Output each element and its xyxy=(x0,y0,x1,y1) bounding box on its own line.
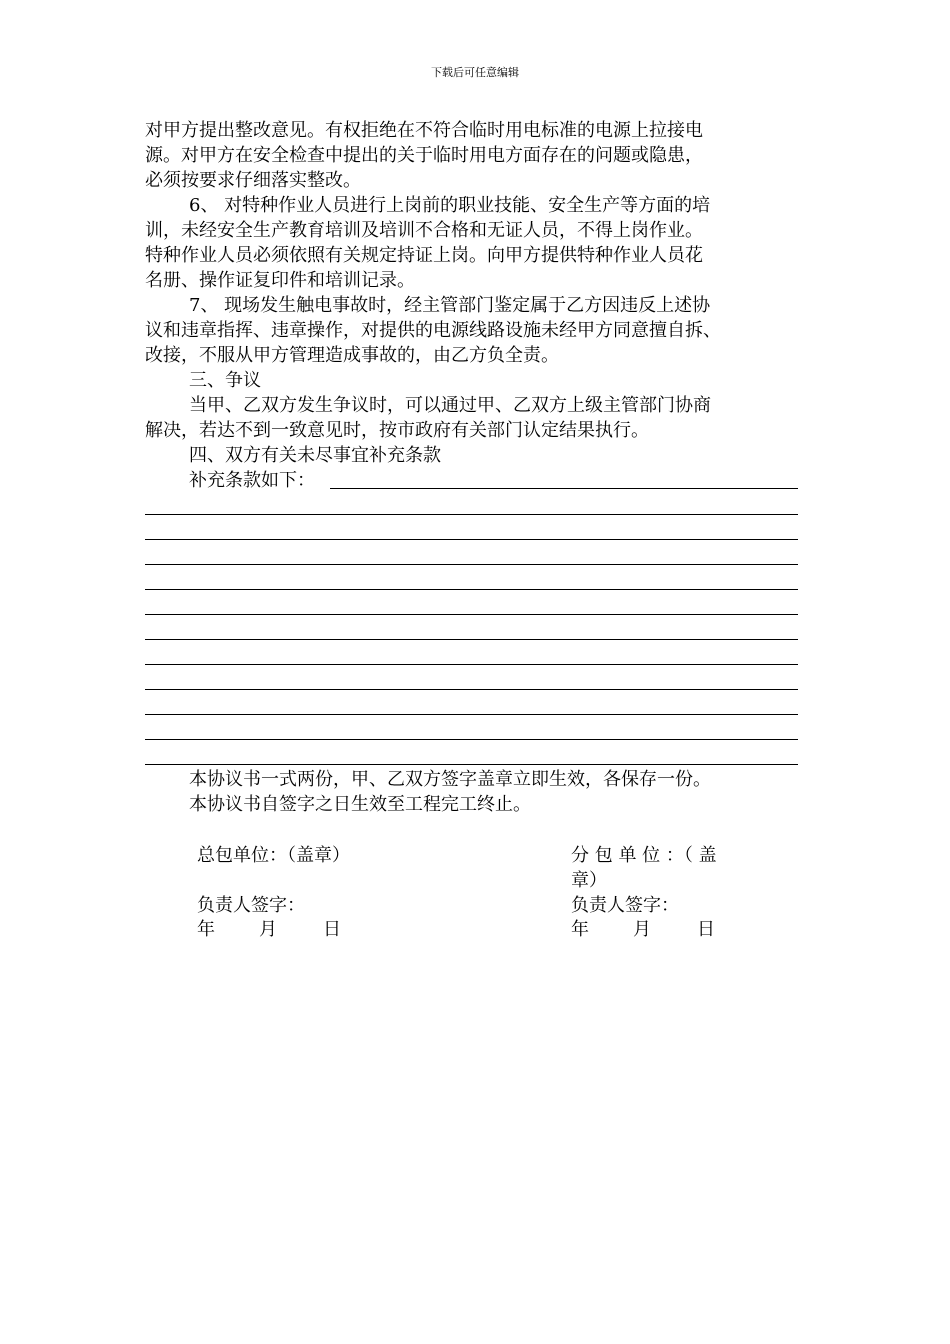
section-3-text: 解决，若达不到一致意见时，按市政府有关部门认定结果执行。 xyxy=(145,420,649,441)
closing-line: 本协议书自签字之日生效至工程完工终止。 xyxy=(189,794,531,815)
clause-6-line: 训，未经安全生产教育培训及培训不合格和无证人员，不得上岗作业。 xyxy=(145,220,703,241)
supplement-fill-line[interactable] xyxy=(145,564,798,565)
paragraph-line: 源。对甲方在安全检查中提出的关于临时用电方面存在的问题或隐患， xyxy=(145,145,703,166)
section-4-title: 四、双方有关未尽事宜补充条款 xyxy=(189,445,441,466)
clause-7-line: 改接，不服从甲方管理造成事故的，由乙方负全责。 xyxy=(145,345,559,366)
paragraph-line: 对甲方提出整改意见。有权拒绝在不符合临时用电标准的电源上拉接电 xyxy=(145,120,703,141)
subcontractor-unit-cont: 章） xyxy=(571,870,607,891)
supplement-fill-line[interactable] xyxy=(145,739,798,740)
supplement-fill-line[interactable] xyxy=(145,639,798,640)
supplement-fill-line[interactable] xyxy=(145,539,798,540)
clause-7-line: 7、 现场发生触电事故时，经主管部门鉴定属于乙方因违反上述协 xyxy=(189,295,711,316)
closing-statement xyxy=(189,767,711,817)
subcontractor-date xyxy=(571,917,715,942)
subcontractor-signer: 负责人签字： xyxy=(571,895,679,916)
supplement-label: 补充条款如下： xyxy=(189,470,315,491)
date-month: 月 xyxy=(259,919,277,940)
date-year: 年 xyxy=(571,919,589,940)
date-day: 日 xyxy=(697,919,715,940)
supplement-fill-line[interactable] xyxy=(145,664,798,665)
supplement-fill-line[interactable] xyxy=(145,514,798,515)
closing-line: 本协议书一式两份，甲、乙双方签字盖章立即生效，各保存一份。 xyxy=(189,769,711,790)
supplement-fill-line[interactable] xyxy=(330,488,798,489)
subcontractor-unit: 分 包 单 位 ：（ 盖 xyxy=(571,845,717,866)
section-3-text: 当甲、乙双方发生争议时，可以通过甲、乙双方上级主管部门协商 xyxy=(189,395,711,416)
date-day: 日 xyxy=(323,919,341,940)
general-contractor-signer: 负责人签字： xyxy=(197,895,305,916)
date-year: 年 xyxy=(197,919,215,940)
general-contractor-date xyxy=(197,917,341,942)
clause-6-line: 特种作业人员必须依照有关规定持证上岗。向甲方提供特种作业人员花 xyxy=(145,245,703,266)
supplement-fill-line[interactable] xyxy=(145,764,798,765)
clause-6-line: 名册、操作证复印件和培训记录。 xyxy=(145,270,415,291)
clause-6-line: 6、 对特种作业人员进行上岗前的职业技能、安全生产等方面的培 xyxy=(189,195,711,216)
general-contractor-unit: 总包单位：（盖章） xyxy=(197,845,350,866)
page-header-note: 下载后可任意编辑 xyxy=(431,66,519,79)
paragraph-line: 必须按要求仔细落实整改。 xyxy=(145,170,361,191)
clause-7-line: 议和违章指挥、违章操作，对提供的电源线路设施未经甲方同意擅自拆、 xyxy=(145,320,721,341)
supplement-fill-line[interactable] xyxy=(145,589,798,590)
section-3-title: 三、争议 xyxy=(189,370,261,391)
supplement-fill-line[interactable] xyxy=(145,714,798,715)
document-body xyxy=(145,118,831,493)
supplement-fill-line[interactable] xyxy=(145,614,798,615)
supplement-fill-line[interactable] xyxy=(145,689,798,690)
date-month: 月 xyxy=(633,919,651,940)
